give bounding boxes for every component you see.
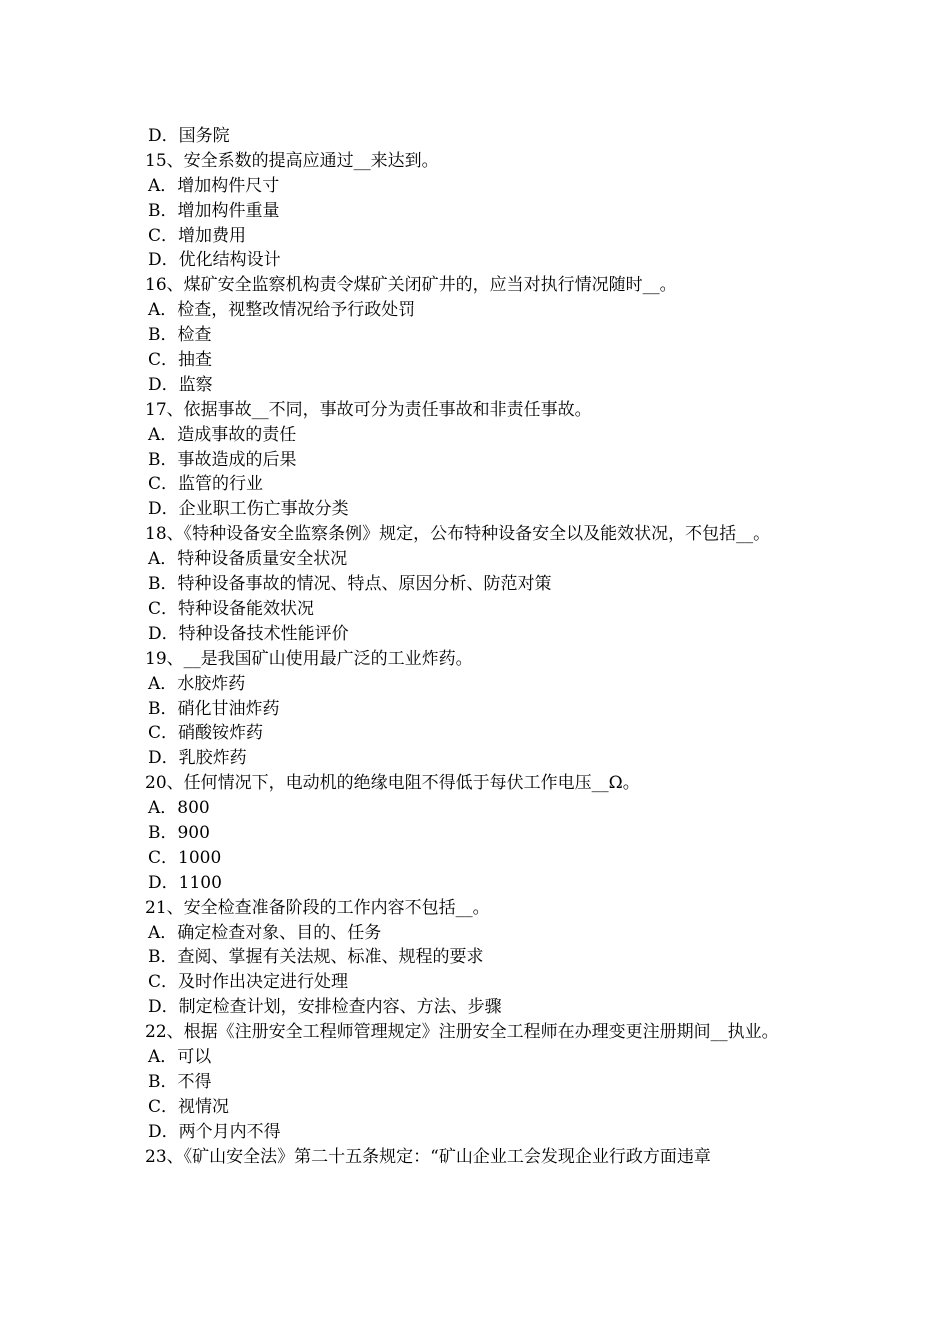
answer-option: B．检查 <box>148 325 212 346</box>
question-text: 23、《矿山安全法》第二十五条规定：“矿山企业工会发现企业行政方面违章 <box>145 1146 711 1167</box>
question-text: 22、根据《注册安全工程师管理规定》注册安全工程师在办理变更注册期间__执业。 <box>145 1022 779 1043</box>
answer-option: D．两个月内不得 <box>148 1121 281 1142</box>
answer-option: D．国务院 <box>148 126 230 146</box>
answer-option: C．1000 <box>148 847 222 868</box>
question-text: 20、任何情况下，电动机的绝缘电阻不得低于每伏工作电压__Ω。 <box>145 773 640 794</box>
answer-option: D．制定检查计划，安排检查内容、方法、步骤 <box>148 997 502 1018</box>
answer-option: B．查阅、掌握有关法规、标准、规程的要求 <box>148 947 484 968</box>
question-text: 19、__是我国矿山使用最广泛的工业炸药。 <box>145 648 473 669</box>
answer-option: A．800 <box>148 798 210 819</box>
answer-option: A．可以 <box>148 1046 212 1067</box>
question-text: 18、《特种设备安全监察条例》规定，公布特种设备安全以及能效状况，不包括__。 <box>145 524 771 545</box>
document-page <box>145 124 810 1169</box>
answer-option: A．确定检查对象、目的、任务 <box>148 922 382 943</box>
question-text: 17、依据事故__不同，事故可分为责任事故和非责任事故。 <box>145 399 592 420</box>
answer-option: B．事故造成的后果 <box>148 449 297 470</box>
answer-option: D．1100 <box>148 872 222 893</box>
answer-option: B．900 <box>148 822 210 843</box>
answer-option: C．特种设备能效状况 <box>148 598 315 619</box>
answer-option: A．造成事故的责任 <box>148 424 297 445</box>
answer-option: D．优化结构设计 <box>148 250 281 271</box>
answer-option: C．增加费用 <box>148 225 247 246</box>
answer-option: D．企业职工伤亡事故分类 <box>148 499 349 520</box>
answer-option: C．抽查 <box>148 350 213 371</box>
answer-option: B．特种设备事故的情况、特点、原因分析、防范对策 <box>148 574 552 595</box>
answer-option: B．不得 <box>148 1071 212 1092</box>
question-text: 21、安全检查准备阶段的工作内容不包括__。 <box>145 897 490 918</box>
question-text: 15、安全系数的提高应通过__来达到。 <box>145 150 439 171</box>
answer-option: A．水胶炸药 <box>148 673 246 694</box>
answer-option: A．检查，视整改情况给予行政处罚 <box>148 300 416 321</box>
answer-option: D．特种设备技术性能评价 <box>148 623 349 644</box>
question-text: 16、煤矿安全监察机构责令煤矿关闭矿井的，应当对执行情况随时__。 <box>145 275 677 296</box>
answer-option: C．及时作出决定进行处理 <box>148 972 349 993</box>
answer-option: C．监管的行业 <box>148 474 264 495</box>
answer-option: A．增加构件尺寸 <box>148 175 280 196</box>
answer-option: C．视情况 <box>148 1096 230 1117</box>
answer-option: B．增加构件重量 <box>148 200 280 221</box>
answer-option: D．监察 <box>148 374 213 395</box>
answer-option: A．特种设备质量安全状况 <box>148 549 348 570</box>
answer-option: C．硝酸铵炸药 <box>148 723 264 744</box>
answer-option: B．硝化甘油炸药 <box>148 698 280 719</box>
answer-option: D．乳胶炸药 <box>148 748 247 769</box>
